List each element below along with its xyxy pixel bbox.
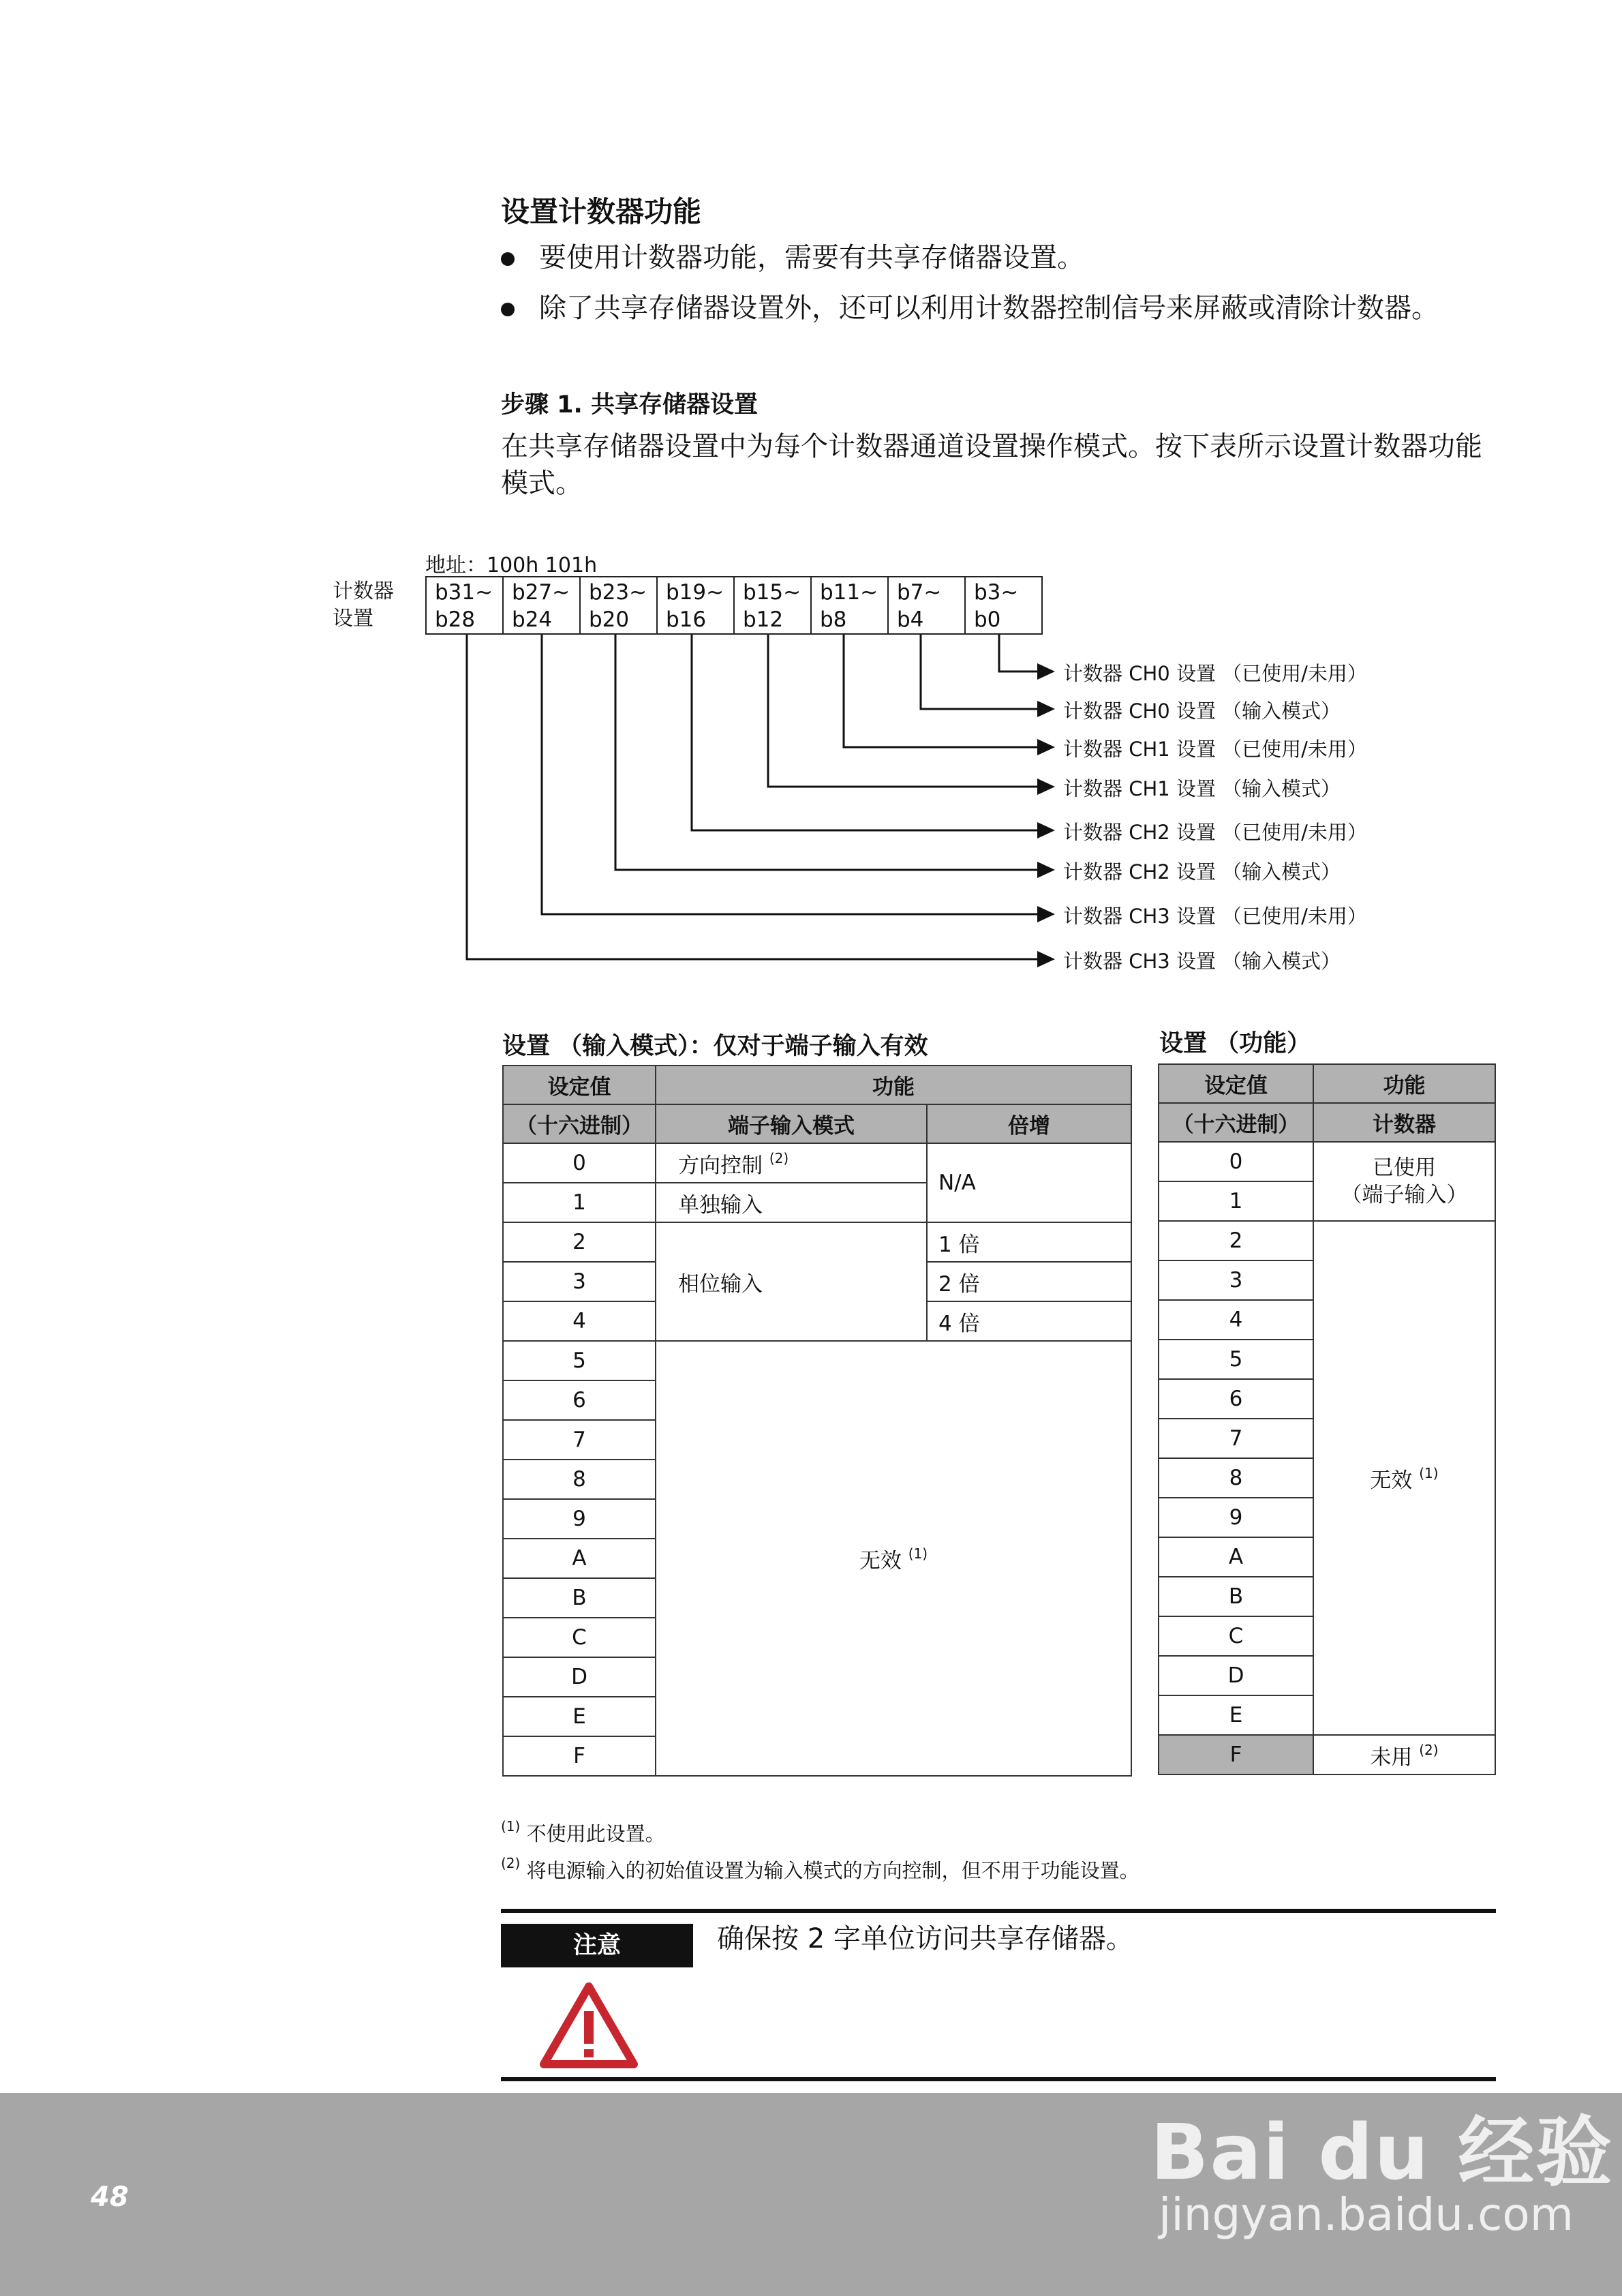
bit-high: b31~ bbox=[435, 580, 493, 605]
arrow-head bbox=[1037, 822, 1055, 839]
header-terminal-mode: 端子输入模式 bbox=[656, 1104, 927, 1143]
bullet-text: 要使用计数器功能，需要有共享存储器设置。 bbox=[539, 242, 1084, 273]
register-label-line2: 设置 bbox=[333, 607, 373, 631]
section-heading: 设置计数器功能 bbox=[501, 195, 702, 228]
input-mode-table-title: 设置 （输入模式）：仅对于端子输入有效 bbox=[502, 1033, 928, 1060]
multiplier-cell: 2 倍 bbox=[927, 1262, 1131, 1301]
setting-value-cell: F bbox=[503, 1736, 656, 1776]
setting-value-cell: E bbox=[503, 1697, 656, 1736]
setting-value-cell: D bbox=[1159, 1656, 1313, 1695]
bit-low: b20 bbox=[589, 607, 630, 632]
bit-high: b11~ bbox=[820, 580, 878, 605]
arrow-head bbox=[1037, 739, 1055, 755]
setting-value-cell: 1 bbox=[503, 1183, 656, 1222]
bit-high: b23~ bbox=[589, 580, 647, 605]
bit-low: b16 bbox=[666, 607, 707, 632]
multiplier-cell: 4 倍 bbox=[927, 1301, 1131, 1341]
warning-triangle-icon bbox=[538, 1981, 639, 2071]
channel-setting-label: 计数器 CH2 设置 （已使用/未用） bbox=[1063, 821, 1367, 844]
bit-low: b8 bbox=[820, 607, 847, 632]
address-label: 地址：100h 101h bbox=[425, 554, 598, 577]
setting-value-cell: C bbox=[1159, 1616, 1313, 1656]
connector-line bbox=[768, 635, 1041, 787]
footnote-ref: (2) bbox=[1419, 1741, 1439, 1758]
setting-value-cell: 3 bbox=[1159, 1260, 1313, 1300]
arrow-head bbox=[1037, 906, 1055, 922]
arrow-head bbox=[1037, 663, 1055, 680]
setting-value-cell: C bbox=[503, 1618, 656, 1657]
baidu-watermark-url: jingyan.baidu.com bbox=[1159, 2188, 1574, 2241]
footnote-ref: (1) bbox=[908, 1545, 928, 1562]
header-hex: （十六进制） bbox=[1159, 1103, 1313, 1142]
used-subtext: （端子输入） bbox=[1341, 1183, 1468, 1207]
attention-text: 确保按 2 字单位访问共享存储器。 bbox=[717, 1923, 1133, 1954]
footnote bbox=[501, 1856, 1139, 1884]
channel-setting-label: 计数器 CH1 设置 （已使用/未用） bbox=[1063, 738, 1367, 761]
setting-value-cell: 7 bbox=[1159, 1419, 1313, 1458]
invalid-cell bbox=[1313, 1221, 1495, 1735]
invalid-text: 无效 bbox=[1370, 1468, 1413, 1493]
connector-line bbox=[844, 635, 1041, 747]
setting-value-cell: 8 bbox=[1159, 1458, 1313, 1498]
setting-value-cell: B bbox=[503, 1578, 656, 1618]
header-function: 功能 bbox=[1313, 1064, 1495, 1103]
header-hex: （十六进制） bbox=[503, 1104, 656, 1143]
bit-low: b28 bbox=[435, 607, 476, 632]
setting-value-cell: 9 bbox=[1159, 1498, 1313, 1537]
connector-line bbox=[467, 635, 1041, 959]
bottom-rule bbox=[501, 2077, 1496, 2081]
setting-value-cell: A bbox=[1159, 1537, 1313, 1577]
channel-setting-label: 计数器 CH0 设置 （已使用/未用） bbox=[1063, 662, 1367, 685]
multiplier-cell: 1 倍 bbox=[927, 1222, 1131, 1262]
setting-value-cell: 4 bbox=[503, 1301, 656, 1341]
footnote bbox=[501, 1819, 665, 1847]
setting-value-cell: 6 bbox=[503, 1380, 656, 1420]
invalid-cell bbox=[656, 1341, 1131, 1776]
setting-value-cell: E bbox=[1159, 1695, 1313, 1735]
connector-line bbox=[999, 635, 1041, 671]
setting-value-cell: F bbox=[1159, 1735, 1313, 1774]
setting-value-cell: 8 bbox=[503, 1460, 656, 1499]
setting-value-cell: 2 bbox=[1159, 1221, 1313, 1260]
bit-low: b24 bbox=[512, 607, 553, 632]
arrow-head bbox=[1037, 701, 1055, 717]
setting-value-cell: 5 bbox=[503, 1341, 656, 1380]
setting-value-cell: B bbox=[1159, 1577, 1313, 1616]
setting-value-cell: 3 bbox=[503, 1262, 656, 1301]
bit-high: b19~ bbox=[666, 580, 724, 605]
channel-setting-label: 计数器 CH3 设置 （已使用/未用） bbox=[1063, 905, 1367, 928]
setting-value-cell: 6 bbox=[1159, 1379, 1313, 1419]
function-table-title: 设置 （功能） bbox=[1159, 1030, 1311, 1057]
channel-setting-label: 计数器 CH2 设置 （输入模式） bbox=[1063, 860, 1341, 883]
setting-value-cell: D bbox=[503, 1657, 656, 1697]
setting-value-cell: 7 bbox=[503, 1420, 656, 1460]
top-rule bbox=[501, 1909, 1496, 1913]
setting-value-cell: 0 bbox=[503, 1143, 656, 1183]
used-text: 已使用 bbox=[1373, 1155, 1436, 1180]
header-counter: 计数器 bbox=[1313, 1103, 1495, 1142]
header-setting-value: 设定值 bbox=[503, 1066, 656, 1104]
channel-setting-label: 计数器 CH0 设置 （输入模式） bbox=[1063, 699, 1341, 723]
channel-setting-label: 计数器 CH3 设置 （输入模式） bbox=[1063, 950, 1341, 973]
connector-line bbox=[692, 635, 1041, 830]
unused-cell bbox=[1313, 1735, 1495, 1774]
footnote-text: 不使用此设置。 bbox=[526, 1822, 665, 1845]
header-function: 功能 bbox=[656, 1066, 1131, 1104]
bit-low: b12 bbox=[743, 607, 784, 632]
setting-value-cell: 4 bbox=[1159, 1300, 1313, 1340]
multiplier-cell: N/A bbox=[927, 1143, 1131, 1222]
function-table bbox=[1158, 1063, 1496, 1775]
connector-line bbox=[615, 635, 1041, 870]
footnote-ref: (1) bbox=[1419, 1464, 1439, 1481]
setting-value-cell: 0 bbox=[1159, 1142, 1313, 1181]
footnote-ref: (2) bbox=[769, 1149, 789, 1166]
mode-text: 方向控制 bbox=[678, 1153, 763, 1178]
footnote-text: 将电源输入的初始值设置为输入模式的方向控制，但不用于功能设置。 bbox=[526, 1859, 1139, 1882]
bit-high: b3~ bbox=[974, 580, 1019, 605]
bullet-text: 除了共享存储器设置外，还可以利用计数器控制信号来屏蔽或清除计数器。 bbox=[539, 292, 1439, 324]
setting-value-cell: 9 bbox=[503, 1499, 656, 1539]
mode-cell: 相位输入 bbox=[656, 1222, 927, 1341]
bit-low: b0 bbox=[974, 607, 1001, 632]
used-cell bbox=[1313, 1142, 1495, 1221]
channel-setting-label: 计数器 CH1 设置 （输入模式） bbox=[1063, 777, 1341, 800]
bit-low: b4 bbox=[897, 607, 924, 632]
mode-cell bbox=[656, 1143, 927, 1183]
footnote-mark: (1) bbox=[501, 1818, 521, 1834]
arrow-head bbox=[1037, 862, 1055, 878]
step-title: 步骤 1. 共享存储器设置 bbox=[501, 391, 759, 419]
setting-value-cell: 2 bbox=[503, 1222, 656, 1262]
attention-label: 注意 bbox=[501, 1924, 693, 1967]
header-multiplier: 倍增 bbox=[927, 1104, 1131, 1143]
bit-high: b15~ bbox=[743, 580, 801, 605]
mode-cell: 单独输入 bbox=[656, 1183, 927, 1222]
connector-lines bbox=[0, 0, 1622, 995]
bit-high: b27~ bbox=[512, 580, 570, 605]
arrow-head bbox=[1037, 779, 1055, 795]
unused-text: 未用 bbox=[1370, 1744, 1413, 1770]
bit-high: b7~ bbox=[897, 580, 942, 605]
footnote-mark: (2) bbox=[501, 1855, 521, 1871]
connector-line bbox=[542, 635, 1041, 914]
setting-value-cell: 1 bbox=[1159, 1181, 1313, 1221]
step-description: 在共享存储器设置中为每个计数器通道设置操作模式。按下表所示设置计数器功能模式。 bbox=[501, 431, 1482, 499]
setting-value-cell: A bbox=[503, 1539, 656, 1578]
invalid-text: 无效 bbox=[859, 1548, 902, 1573]
header-setting-value: 设定值 bbox=[1159, 1064, 1313, 1103]
register-label-line1: 计数器 bbox=[333, 579, 394, 603]
baidu-watermark-logo: Bai du 经验 bbox=[1150, 2109, 1614, 2197]
setting-value-cell: 5 bbox=[1159, 1340, 1313, 1379]
input-mode-table bbox=[502, 1065, 1132, 1777]
page-number: 48 bbox=[91, 2181, 129, 2213]
arrow-head bbox=[1037, 951, 1055, 967]
